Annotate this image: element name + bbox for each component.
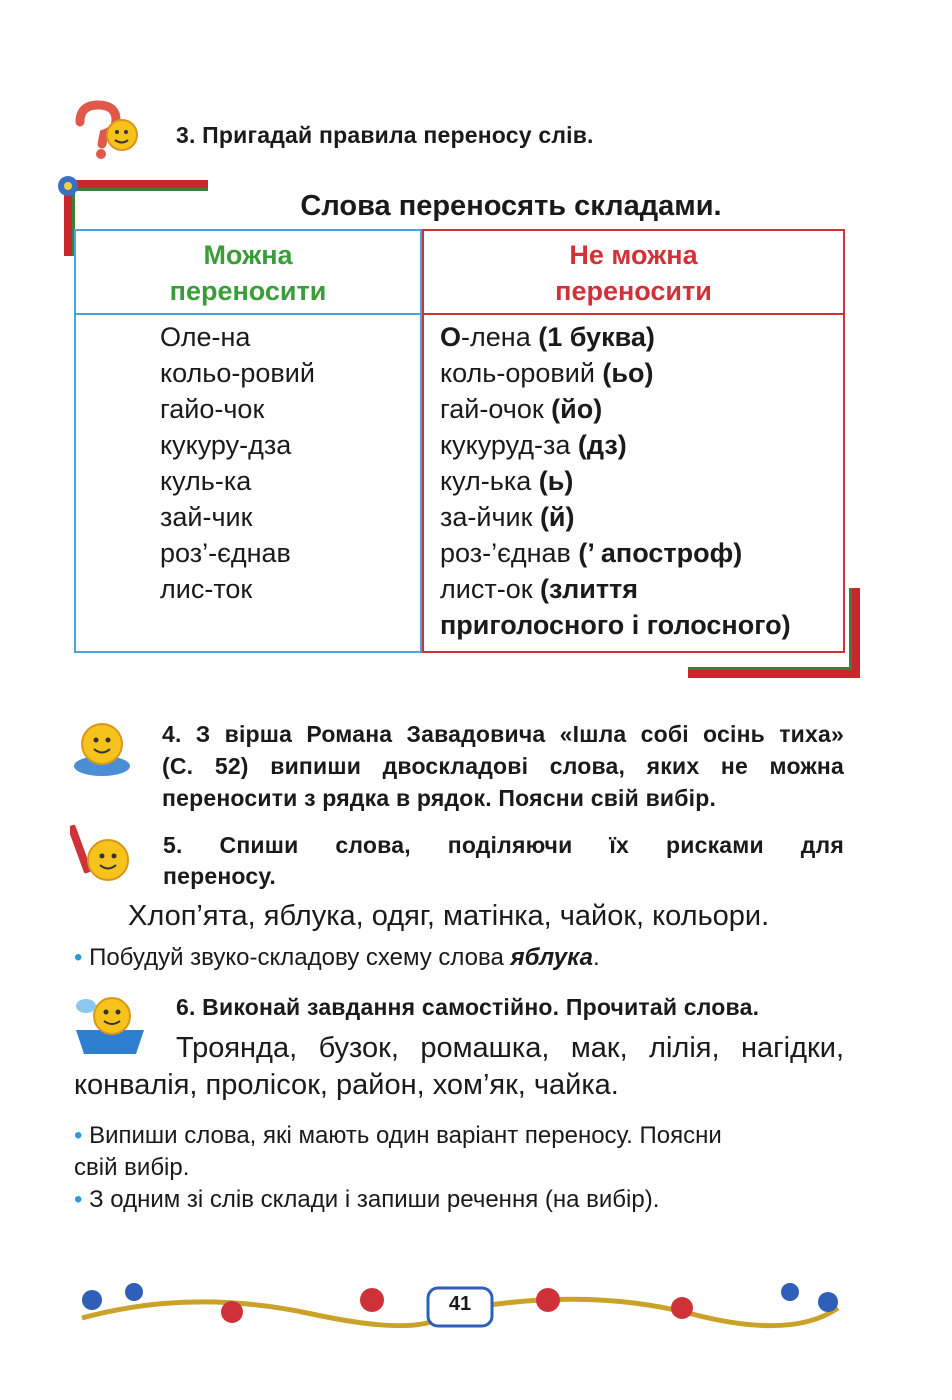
can-header-line1: Можна — [203, 240, 293, 270]
task-6-title: 6. Виконай завдання самостійно. Прочитай слова. — [176, 994, 760, 1020]
list-item: зай-чик — [160, 502, 253, 532]
task-3-title: 3. Пригадай правила переносу слів. — [176, 122, 594, 148]
page-number: 41 — [448, 1293, 472, 1315]
word: лист-ок — [440, 574, 541, 604]
rules-heading: Слова переносять складами. — [300, 190, 722, 222]
list-item — [440, 535, 791, 571]
list-item — [440, 391, 791, 427]
bullet-end: . — [592, 944, 600, 971]
question-mark-icon — [70, 100, 140, 160]
word: -лена — [461, 322, 539, 352]
list-item — [440, 319, 791, 355]
can-hyphenate-list — [160, 319, 315, 607]
smiley-basin-icon — [72, 992, 148, 1058]
smiley-pencil-icon — [70, 820, 136, 890]
word: кукуруд-за — [440, 430, 578, 460]
can-header-line2: переносити — [169, 276, 327, 306]
list-item — [440, 463, 791, 499]
embroidery-corner-bottom-right — [686, 586, 868, 686]
can-hyphenate-column — [74, 229, 422, 653]
word: гай-очок — [440, 394, 552, 424]
reason-note: (злиття — [540, 574, 639, 604]
reason-note: (’ апостроф) — [578, 538, 743, 568]
bullet-marker: • — [74, 1186, 83, 1213]
bullet-2-text: З одним зі слів склади і запиши речення (на вибір). — [89, 1186, 660, 1213]
reason-note: (дз) — [577, 430, 627, 460]
list-item — [440, 355, 791, 391]
task-6-bullet-2 — [74, 1186, 659, 1214]
list-item: лис-ток — [160, 574, 253, 604]
task-5-line-1: 5. Спиши слова, поділяючи їх рисками для — [163, 832, 844, 858]
task-5-line-2: переносу. — [163, 863, 276, 889]
list-item — [440, 427, 791, 463]
word: кул-ька — [440, 466, 539, 496]
reason-note: (1 буква) — [538, 322, 655, 352]
smiley-reading-icon — [72, 716, 136, 778]
lead-letter: О — [440, 322, 462, 352]
cannot-header-line1: Не можна — [569, 240, 698, 270]
list-item: кукуру-дза — [160, 430, 292, 460]
bullet-marker: • — [74, 944, 83, 971]
reason-note: (йо) — [551, 394, 603, 424]
cannot-header-line2: переносити — [555, 276, 712, 306]
word: роз-’єднав — [440, 538, 579, 568]
bullet-1-line-2: свій вибір. — [74, 1154, 190, 1181]
task-6-words-line-1: Троянда, бузок, ромашка, мак, лілія, нагідки, — [176, 1032, 844, 1064]
bullet-1-line-1: Випиши слова, які мають один варіант переносу. Поясни — [89, 1122, 722, 1149]
reason-note: (й) — [539, 502, 575, 532]
task-4-line-3: переносити з рядка в рядок. Поясни свій вибір. — [162, 785, 717, 811]
reason-note: (ь) — [538, 466, 574, 496]
can-hyphenate-header — [76, 231, 420, 315]
list-item: куль-ка — [160, 466, 252, 496]
task-5-bullet — [74, 944, 600, 972]
emphasized-word: яблука — [510, 944, 593, 971]
bullet-marker: • — [74, 1122, 83, 1149]
cannot-hyphenate-header — [424, 231, 843, 315]
task-4-line-1: 4. З вірша Романа Завадовича «Ішла собі осінь тиха» — [162, 721, 844, 747]
list-item: гайо-чок — [160, 394, 265, 424]
word: за-йчик — [440, 502, 540, 532]
task-6-words-line-2: конвалія, пролісок, район, хом’як, чайка. — [74, 1069, 619, 1101]
reason-note: (ьо) — [602, 358, 654, 388]
task-4-line-2: (С. 52) випиши двоскладові слова, яких не можна — [162, 753, 844, 779]
reason-note: приголосного і голосного) — [440, 610, 791, 640]
task-6-bullet-1 — [74, 1120, 854, 1184]
bullet-text: Побудуй звуко-складову схему слова — [89, 944, 511, 971]
list-item: кольо-ровий — [160, 358, 315, 388]
list-item: роз’-єднав — [160, 538, 291, 568]
list-item: Оле-на — [160, 322, 251, 352]
word: коль-оровий — [440, 358, 603, 388]
task-5-words: Хлоп’ята, яблука, одяг, матінка, чайок, кольори. — [128, 900, 770, 932]
list-item — [440, 499, 791, 535]
